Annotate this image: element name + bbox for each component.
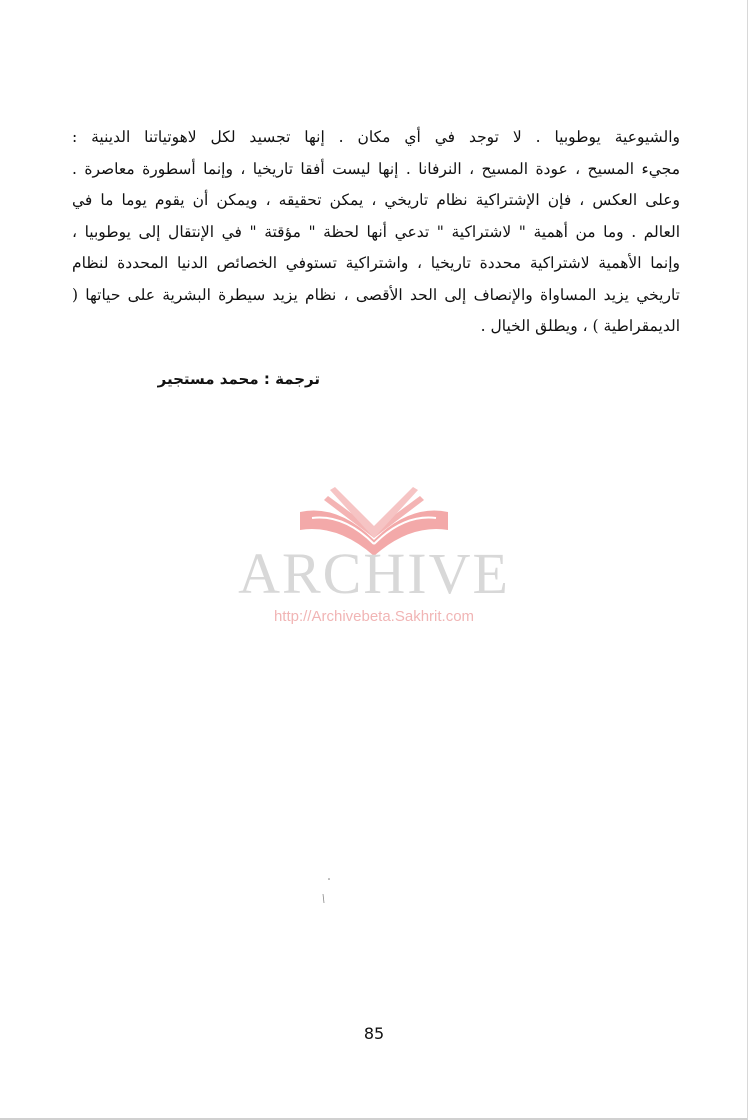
page-number: 85 — [363, 1024, 385, 1043]
text-line: العالم . وما من أهمية " لاشتراكية " تدعي أنها لحظة " مؤقتة " في الإنتقال إلى يوطوبيا ، — [72, 222, 680, 241]
watermark-url: http://Archivebeta.Sakhrit.com — [273, 608, 475, 625]
watermark-word: ARCHIVE — [238, 541, 510, 606]
scan-speck — [321, 876, 331, 906]
text-line: والشيوعية يوطوبيا . لا توجد في أي مكان . إنها تجسيد لكل لاهوتياتنا الدينية : — [72, 128, 680, 146]
text-line: مجيء المسيح ، عودة المسيح ، النرفانا . إنها ليست أفقا تاريخيا ، وإنما أسطورة معاصرة . — [72, 159, 680, 178]
text-line: تاريخي يزيد المساواة والإنصاف إلى الحد الأقصى ، نظام يزيد سيطرة البشرية على حياتها ( — [72, 285, 680, 304]
archive-watermark — [224, 478, 524, 638]
text-line: الديمقراطية ) ، ويطلق الخيال . — [480, 317, 680, 335]
text-line: وعلى العكس ، فإن الإشتراكية نظام تاريخي ، يمكن تحقيقه ، ويمكن أن يقوم يوما ما في — [72, 191, 680, 209]
translator-credit: ترجمة : محمد مستجير — [157, 370, 320, 388]
text-line: وإنما الأهمية لاشتراكية محددة تاريخيا ، واشتراكية تستوفي الخصائص الدنيا المحددة لنظام — [72, 254, 680, 272]
body-paragraph — [72, 122, 680, 343]
